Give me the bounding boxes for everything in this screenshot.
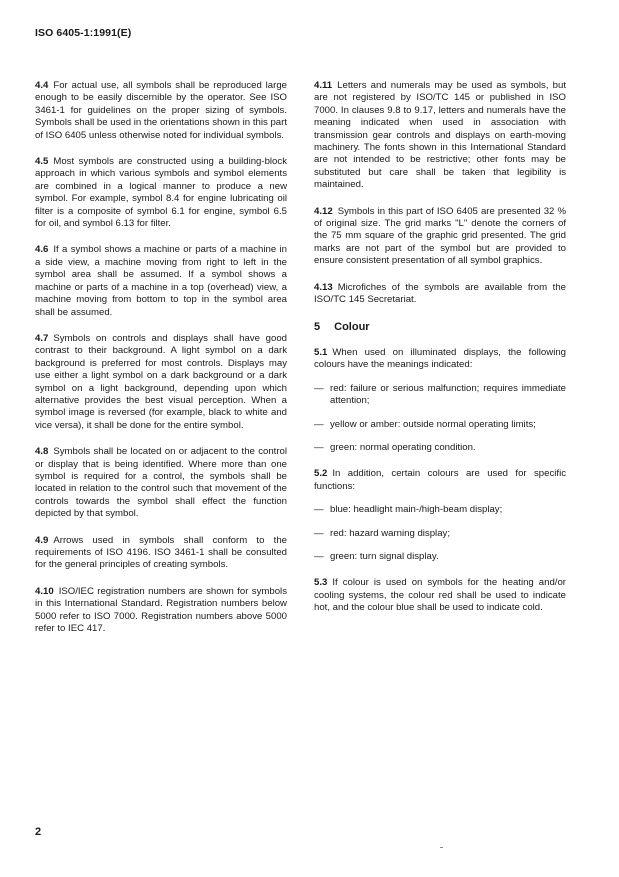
clause-number: 5.3 bbox=[314, 577, 328, 589]
scan-mark bbox=[440, 847, 443, 848]
list-item bbox=[314, 442, 566, 454]
clause-number: 4.8 bbox=[35, 446, 49, 458]
clause-4-6 bbox=[35, 244, 287, 318]
clause-4-10 bbox=[35, 586, 287, 636]
clause-text: Most symbols are constructed using a building-block approach in which various symbols and symbol elements are combined in a logical manner to produce a new symbol. For example, symbol 8.4 for engine lubricating oil filter is a composite of symbol 6.1 for engine, symbol 6.5 for oil, and symbol 6.13 for filter. bbox=[35, 156, 287, 230]
clause-text: Letters and numerals may be used as symbols, but are not registered by ISO/TC 145 or published in ISO 7000. In clauses 9.8 to 9.17, letters and numerals have the meaning indicated when used in association with transmission gear controls and displays on earth-moving machinery. The fonts shown in this International Standard are not intended to be restrictive; other fonts may be substituted but care shall be taken that legibility is maintained. bbox=[314, 80, 566, 191]
dash-bullet: — bbox=[314, 504, 324, 516]
clause-number: 5.2 bbox=[314, 468, 328, 480]
clause-text: Microfiches of the symbols are available from the ISO/TC 145 Secretariat. bbox=[314, 281, 566, 306]
list-item-text: blue: headlight main-/high-beam display; bbox=[330, 504, 503, 516]
dash-bullet: — bbox=[314, 441, 324, 453]
page-number: 2 bbox=[35, 826, 42, 838]
clause-5-2 bbox=[314, 468, 566, 493]
list-item bbox=[314, 419, 566, 431]
clause-number: 4.12 bbox=[314, 205, 333, 217]
clause-4-7 bbox=[35, 333, 287, 432]
clause-text: Symbols in this part of ISO 6405 are presented 32 % of original size. The grid marks "L" denote the corners of the 75 mm square of the graphic grid presented. The grid marks are not part of the symbol but are provided to ensure consistent presentation of all symbol graphics. bbox=[314, 205, 566, 267]
clause-4-5 bbox=[35, 156, 287, 230]
document-id-header: ISO 6405-1:1991(E) bbox=[35, 27, 132, 39]
clause-number: 4.10 bbox=[35, 585, 54, 597]
list-item-text: yellow or amber: outside normal operating limits; bbox=[330, 418, 536, 430]
list-item-text: green: normal operating condition. bbox=[330, 441, 476, 453]
clause-number: 5.1 bbox=[314, 346, 328, 358]
clause-4-12 bbox=[314, 206, 566, 268]
list-item-text: red: failure or serious malfunction; requires immediate attention; bbox=[330, 382, 566, 407]
dash-bullet: — bbox=[314, 527, 324, 539]
clause-4-13 bbox=[314, 282, 566, 307]
clause-number: 4.11 bbox=[314, 80, 333, 91]
section-number: 5 bbox=[314, 320, 321, 333]
clause-text: For actual use, all symbols shall be reproduced large enough to be easily discernible by the operator. See ISO 3461-1 for guidelines on the proper sizing of symbols. Symbols shall be used in the orientations shown in this part of ISO 6405 unless otherwise noted for individual symbols. bbox=[35, 80, 287, 141]
clause-number: 4.13 bbox=[314, 281, 333, 293]
clause-4-8 bbox=[35, 446, 287, 520]
clause-text: ISO/IEC registration numbers are shown for symbols in this International Standard. Registration numbers below 5000 refer to ISO 7000. Registration numbers above 5000 refer to IEC 417. bbox=[35, 585, 287, 635]
clause-text: When used on illuminated displays, the following colours have the meanings indicated: bbox=[314, 346, 566, 371]
clause-number: 4.4 bbox=[35, 80, 49, 91]
list-item bbox=[314, 383, 566, 408]
clause-text: Symbols shall be located on or adjacent to the control or display that is being identified. Where more than one symbol is required for a control, the symbols shall be located in relation to the control such that movement of the controls towards the symbol shall effect the function depicted by that symbol. bbox=[35, 446, 287, 520]
clause-text: Symbols on controls and displays shall have good contrast to their background. A light symbol on a dark background is preferred for most controls. Displays may use either a light symbol on a dark background or a dark symbol on a light background, depending upon which alternative provides the best visual perception. When a symbol image is reversed (for example, black to white and vice versa), it shall be done for the entire symbol. bbox=[35, 332, 287, 431]
clause-number: 4.5 bbox=[35, 156, 49, 168]
left-column bbox=[35, 80, 287, 635]
list-item-text: red: hazard warning display; bbox=[330, 527, 450, 539]
section-heading-colour bbox=[314, 321, 566, 333]
dash-bullet: — bbox=[314, 418, 324, 430]
clause-4-4 bbox=[35, 80, 287, 142]
clause-5-3 bbox=[314, 577, 566, 614]
dash-bullet: — bbox=[314, 382, 324, 394]
clause-number: 4.7 bbox=[35, 332, 49, 344]
clause-number: 4.6 bbox=[35, 244, 49, 256]
right-column bbox=[314, 80, 566, 615]
clause-text: If a symbol shows a machine or parts of a machine in a side view, a machine moving from right to left in the symbol area shall be assumed. If a symbol shows a machine or parts of a machine in a top (overhead) view, a machine moving from bottom to top in the symbol area shall be assumed. bbox=[35, 244, 287, 318]
list-item-text: green: turn signal display. bbox=[330, 550, 439, 562]
clause-text: Arrows used in symbols shall conform to the requirements of ISO 4196. ISO 3461-1 shall be consulted for the general principles of creating symbols. bbox=[35, 534, 287, 571]
section-title: Colour bbox=[334, 320, 370, 333]
list-item bbox=[314, 551, 566, 563]
clause-5-1 bbox=[314, 347, 566, 372]
clause-text: If colour is used on symbols for the heating and/or cooling systems, the colour red shall be used to indicate hot, and the colour blue shall be used to indicate cold. bbox=[314, 577, 566, 614]
dash-bullet: — bbox=[314, 550, 324, 562]
list-item bbox=[314, 528, 566, 540]
clause-text: In addition, certain colours are used for specific functions: bbox=[314, 468, 566, 492]
list-item bbox=[314, 504, 566, 516]
clause-4-11 bbox=[314, 80, 566, 192]
clause-number: 4.9 bbox=[35, 534, 49, 546]
clause-4-9 bbox=[35, 535, 287, 572]
